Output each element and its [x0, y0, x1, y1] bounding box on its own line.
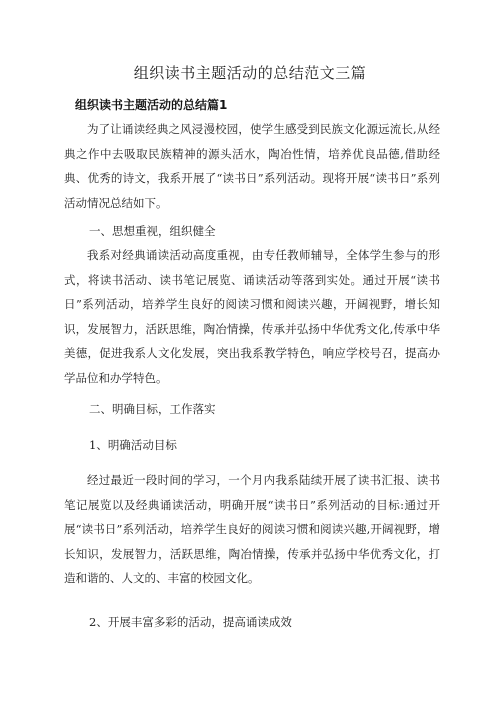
paragraph-2: 我系对经典诵读活动高度重视，由专任教师辅导，全体学生参与的形式，将读书活动、读书笔记展览、诵读活动等落到实处。通过开展“读书日”系列活动，培养学生良好的阅读习惯和阅读兴趣，开阔视野，增长知识，发展智力，活跃思维，陶冶情操，传承并弘扬中华优秀文化,传承中华美德，促进我系人文化发展，突出我系教学特色，响应学校号召，提高办学品位和办学特色。 — [64, 248, 440, 385]
subheading-1: 一、思想重视，组织健全 — [89, 224, 216, 238]
subheading-3: 1、明确活动目标 — [89, 438, 177, 452]
paragraph-block-3 — [64, 468, 440, 591]
paragraph-3: 经过最近一段时间的学习，一个月内我系陆续开展了读书汇报、读书笔记展览以及经典诵读活动，明确开展“读书日”系列活动的目标:通过开展“读书日”系列活动，培养学生良好的阅读习惯和阅读兴趣,开阔视野，增长知识，发展智力，活跃思维，陶冶情操，传承并弘扬中华优秀文化，打造和谐的、人文的、丰富的校园文化。 — [64, 473, 440, 585]
subheading-2: 二、明确目标，工作落实 — [89, 402, 216, 416]
paragraph-1: 为了让诵读经典之风浸漫校园，使学生感受到民族文化源远流长,从经典之作中去吸取民族精神的源头活水，陶冶性情，培养优良品德,借助经典、优秀的诗文，我系开展了“读书日”系列活动。现将开展“读书日”系列活动情况总结如下。 — [64, 122, 440, 210]
paragraph-block-2 — [64, 243, 440, 390]
document-title: 组织读书主题活动的总结范文三篇 — [133, 64, 367, 82]
section-heading: 组织读书主题活动的总结篇1 — [75, 98, 228, 112]
subheading-4: 2、开展丰富多彩的活动，提高诵读成效 — [89, 615, 292, 629]
paragraph-block-1 — [64, 117, 440, 215]
